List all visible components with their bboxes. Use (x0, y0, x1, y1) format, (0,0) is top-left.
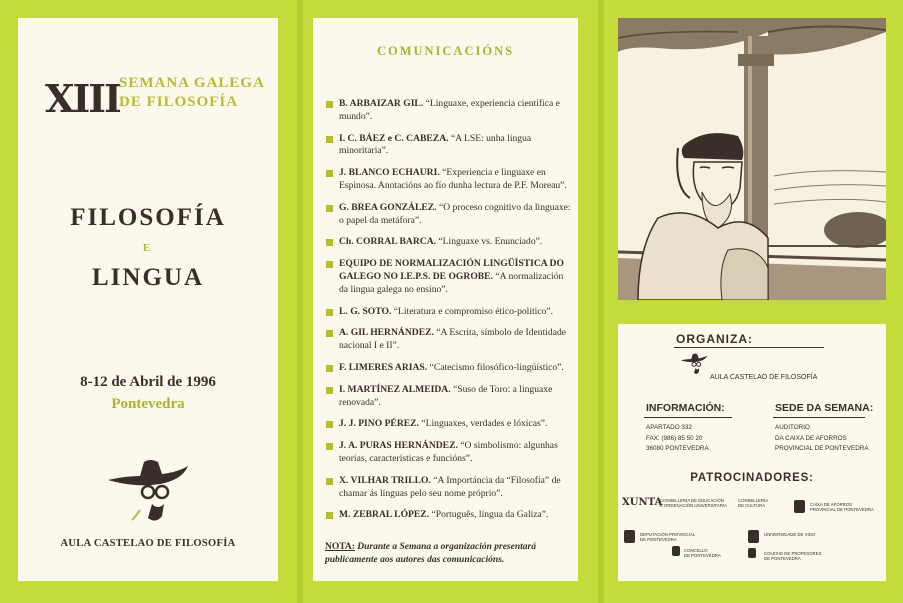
organizer-name-small: AULA CASTELAO DE FILOSOFÍA (710, 374, 818, 381)
bullet-square-icon (326, 136, 333, 143)
bullet-square-icon (326, 170, 333, 177)
sponsors-heading: PATROCINADORES: (690, 472, 814, 484)
list-item: I. MARTÍNEZ ALMEIDA. “Suso de Toro: a linguaxe renovada”. (325, 384, 571, 410)
bullet-square-icon (326, 365, 333, 372)
bullet-square-icon (326, 443, 333, 450)
edition-number: XIII (45, 76, 120, 121)
colexio-logo-icon (748, 548, 756, 558)
divider (773, 417, 865, 418)
bullet-square-icon (326, 309, 333, 316)
note-label: NOTA: (325, 542, 355, 552)
list-item: X. VILHAR TRILLO. “A Importáncia da “Filosofia” de chamar ás línguas pelo seu nome próprio”. (325, 475, 571, 501)
main-title-2: LINGUA (91, 264, 204, 291)
sponsor-cultura: CONSELLERÍA DE CULTURA (738, 498, 769, 509)
info-heading: INFORMACIÓN: (646, 402, 725, 414)
sponsor-xunta: CONSELLERÍA DE EDUCACIÓN E ORDENACIÓN UNIVERSITARIA (660, 498, 728, 509)
castelao-logo-icon (106, 458, 190, 524)
bullet-square-icon (326, 101, 333, 108)
list-item: G. BREA GONZÁLEZ. “O proceso cognitivo da linguaxe: o papel da metáfora”. (325, 202, 571, 228)
illustration-panel (618, 18, 886, 300)
venue-heading: SEDE DA SEMANA: (775, 402, 874, 414)
series-line-1: SEMANA GALEGA (119, 75, 265, 91)
series-line-2: DE FILOSOFÍA (119, 94, 239, 110)
venue-details: AUDITORIO DA CAIXA DE AFORROS PROVINCIAL DE PONTEVEDRA (775, 424, 869, 452)
communications-title: COMUNICACIÓNS (376, 44, 515, 58)
uvigo-logo-icon (748, 530, 759, 543)
bullet-square-icon (326, 261, 333, 268)
list-item: J. BLANCO ECHAURI. “Experiencia e linguaxe en Espinosa. Anotacións ao fío dunha lectura de P.F. Moreau”. (325, 167, 571, 193)
sponsor-concello: CONCELLO DE PONTEVEDRA (684, 548, 721, 559)
series-title (119, 74, 265, 112)
fold-line-right (598, 0, 604, 603)
organiza-heading: ORGANIZA: (676, 332, 753, 346)
bullet-square-icon (326, 421, 333, 428)
list-item: Ch. CORRAL BARCA. “Linguaxe vs. Enunciado”. (325, 236, 571, 249)
list-item: L. G. SOTO. “Literatura e compromiso ético-político”. (325, 306, 571, 319)
concello-logo-icon (672, 546, 680, 556)
list-item: A. GIL HERNÁNDEZ. “A Escrita, símbolo de Identidade nacional I e II”. (325, 327, 571, 353)
bullet-square-icon (326, 205, 333, 212)
fold-line-left (297, 0, 303, 603)
main-title-1: FILOSOFÍA (70, 204, 226, 231)
bullet-square-icon (326, 387, 333, 394)
note (325, 541, 575, 566)
castelao-logo-small-icon (680, 352, 708, 376)
sponsor-colexio: COLEXIO DE PROFESORES DE PONTEVEDRA (764, 551, 822, 562)
xunta-logo-icon: XUNTA (622, 497, 663, 508)
info-details: APARTADO 332 FAX: (986) 85 50 20 36080 PONTEVEDRA (646, 424, 709, 452)
main-title-and: E (142, 242, 154, 254)
list-item: J. A. PURAS HERNÁNDEZ. “O simbolismo: algunhas teorías, características e funcións”. (325, 440, 571, 466)
caixa-logo-icon (794, 500, 805, 513)
communications-panel (313, 18, 578, 581)
info-panel (618, 324, 886, 581)
list-item: J. J. PINO PÉREZ. “Linguaxes, verdades e lóxicas”. (325, 418, 571, 431)
list-item: EQUIPO DE NORMALIZACIÓN LINGÜÍSTICA DO GALEGO NO I.E.P.S. DE OGROBE. “A normalización da lingua galega no ensino”. (325, 258, 571, 296)
note-text: Durante a Semana a organización presentará publicamente aos autores das comunicacións. (325, 542, 536, 565)
bullet-square-icon (326, 330, 333, 337)
list-item: F. LIMERES ARIAS. “Catecismo filosófico-lingüístico”. (325, 362, 571, 375)
list-item: B. ARBAIZAR GIL. “Linguaxe, experiencia científica e mundo”. (325, 98, 571, 124)
event-place: Pontevedra (111, 396, 185, 412)
bullet-square-icon (326, 239, 333, 246)
cover-panel (18, 18, 278, 581)
list-item: M. ZEBRAL LÓPEZ. “Português, língua da Galiza”. (325, 509, 571, 522)
castelao-illustration-icon (618, 18, 886, 300)
event-dates: 8-12 de Abril de 1996 (80, 374, 216, 390)
deputacion-logo-icon (624, 530, 635, 543)
bullet-square-icon (326, 512, 333, 519)
organizer-name: AULA CASTELAO DE FILOSOFÍA (60, 538, 236, 549)
divider (674, 347, 824, 348)
list-item: I. C. BÁEZ e C. CABEZA. “A LSE: unha lingua minoritaria”. (325, 133, 571, 159)
sponsor-caixa: CAIXA DE AFORROS PROVINCIAL DE PONTEVEDRA (810, 502, 874, 513)
bullet-square-icon (326, 478, 333, 485)
sponsor-deputacion: DEPUTACIÓN PROVINCIAL DE PONTEVEDRA (640, 532, 696, 543)
communications-list (325, 98, 571, 531)
divider (644, 417, 732, 418)
sponsor-uvigo: UNIVERSIDADE DE VIGO (764, 532, 816, 537)
